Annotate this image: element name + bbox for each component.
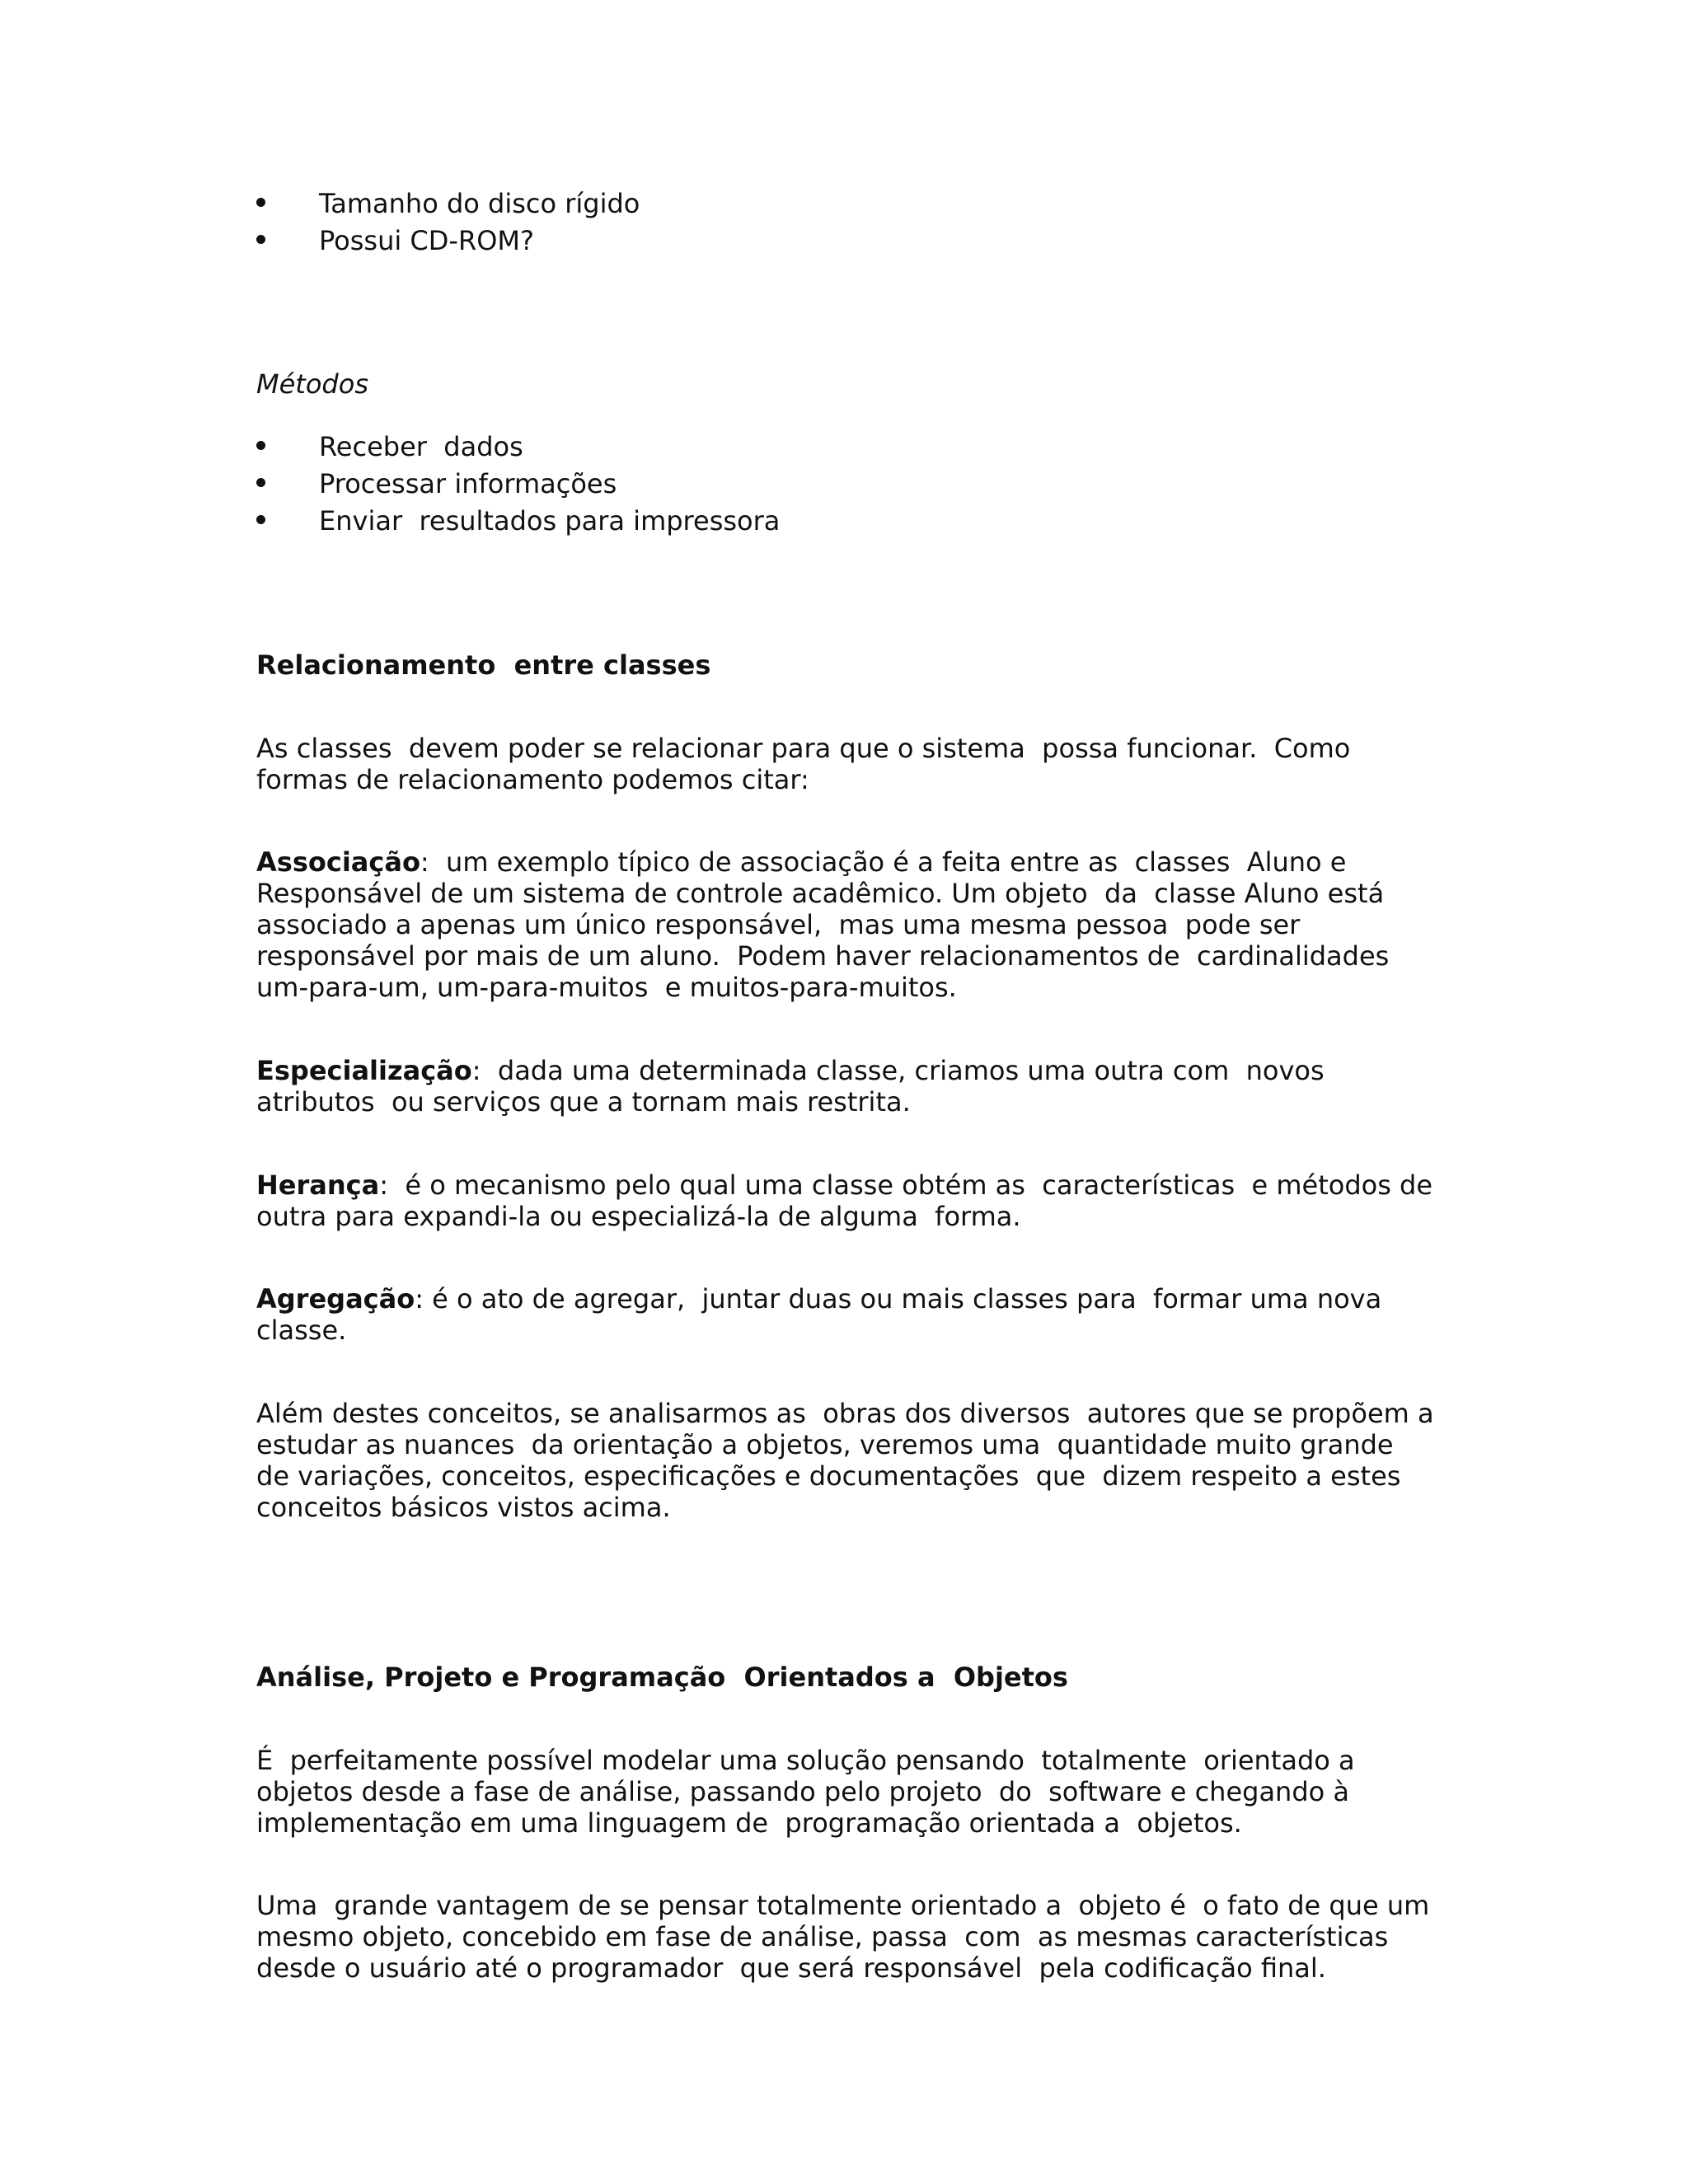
paragraph-line: atributos ou serviços que a tornam mais restrita. <box>256 1086 911 1118</box>
paragraph-text: : é o ato de agregar, juntar duas ou mais classes para formar uma nova <box>415 1283 1382 1315</box>
paragraph-text: : dada uma determinada classe, criamos uma outra com novos <box>471 1055 1325 1086</box>
paragraph-line <box>256 846 1346 879</box>
paragraph-line <box>256 1283 1381 1315</box>
list-item: Receber dados <box>319 431 523 462</box>
paragraph-line: As classes devem poder se relacionar para que o sistema possa funcionar. Como <box>256 733 1351 764</box>
bullet-icon <box>256 441 265 450</box>
aggregation-term: Agregação <box>256 1283 415 1315</box>
bullet-icon <box>256 235 265 244</box>
bullet-icon <box>256 478 265 487</box>
ooad-heading: Análise, Projeto e Programação Orientados a Objetos <box>256 1661 1068 1693</box>
paragraph-line <box>256 1055 1325 1087</box>
relationships-heading: Relacionamento entre classes <box>256 649 711 681</box>
paragraph-line: É perfeitamente possível modelar uma solução pensando totalmente orientado a <box>256 1745 1355 1776</box>
paragraph-line: Além destes conceitos, se analisarmos as obras dos diversos autores que se propõem a <box>256 1398 1434 1429</box>
paragraph-line: objetos desde a fase de análise, passando pelo projeto do software e chegando à <box>256 1776 1349 1807</box>
paragraph-line: implementação em uma linguagem de programação orientada a objetos. <box>256 1807 1242 1839</box>
association-term: Associação <box>256 846 420 878</box>
inheritance-term: Herança <box>256 1169 380 1201</box>
paragraph-line: de variações, conceitos, especificações e documentações que dizem respeito a estes <box>256 1460 1401 1492</box>
paragraph-text: : um exemplo típico de associação é a feita entre as classes Aluno e <box>420 846 1347 878</box>
paragraph-line: outra para expandi-la ou especializá-la de alguma forma. <box>256 1201 1021 1232</box>
paragraph-line: desde o usuário até o programador que será responsável pela codificação final. <box>256 1952 1326 1984</box>
list-item: Processar informações <box>319 468 617 499</box>
paragraph-line: Uma grande vantagem de se pensar totalmente orientado a objeto é o fato de que um <box>256 1890 1430 1921</box>
paragraph-line: classe. <box>256 1315 347 1346</box>
specialization-term: Especialização <box>256 1055 472 1086</box>
paragraph-text: : é o mecanismo pelo qual uma classe obtém as características e métodos de <box>379 1169 1433 1201</box>
paragraph-line: um-para-um, um-para-muitos e muitos-para-muitos. <box>256 972 957 1003</box>
bullet-icon <box>256 515 265 524</box>
list-item: Possui CD-ROM? <box>319 225 534 256</box>
methods-heading: Métodos <box>256 368 368 400</box>
paragraph-line: Responsável de um sistema de controle acadêmico. Um objeto da classe Aluno está <box>256 878 1385 909</box>
paragraph-line: conceitos básicos vistos acima. <box>256 1492 671 1523</box>
bullet-icon <box>256 198 265 207</box>
paragraph-line: associado a apenas um único responsável, mas uma mesma pessoa pode ser <box>256 909 1301 940</box>
paragraph-line: formas de relacionamento podemos citar: <box>256 764 809 795</box>
paragraph-line <box>256 1169 1432 1202</box>
paragraph-line: responsável por mais de um aluno. Podem haver relacionamentos de cardinalidades <box>256 940 1390 972</box>
paragraph-line: mesmo objeto, concebido em fase de análise, passa com as mesmas características <box>256 1921 1389 1952</box>
paragraph-line: estudar as nuances da orientação a objetos, veremos uma quantidade muito grande <box>256 1429 1394 1460</box>
list-item: Enviar resultados para impressora <box>319 505 781 537</box>
list-item: Tamanho do disco rígido <box>319 188 640 219</box>
